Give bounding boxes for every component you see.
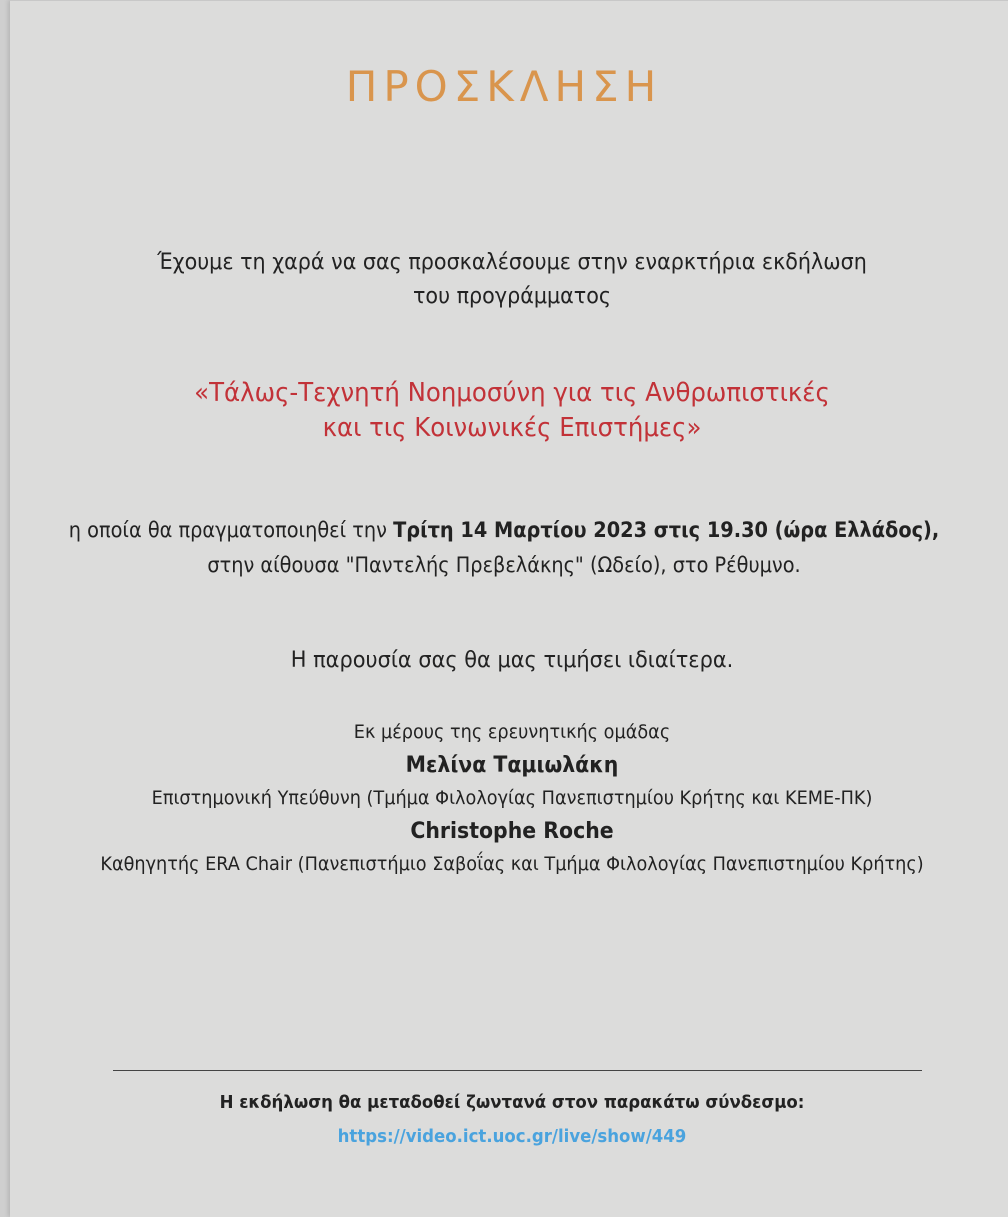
- event-date-prefix: η οποία θα πραγματοποιηθεί την: [68, 518, 394, 542]
- program-title-line-1: «Τάλως-Τεχνητή Νοημοσύνη για τις Ανθρωπιστικές: [194, 378, 830, 408]
- event-datetime: Τρίτη 14 Μαρτίου 2023 στις 19.30 (ώρα Ελλάδος),: [393, 518, 940, 542]
- livestream-note: Η εκδήλωση θα μεταδοθεί ζωντανά στον παρακάτω σύνδεσμο:: [219, 1092, 805, 1113]
- livestream-section: [48, 1086, 975, 1154]
- signer-role-1: Επιστημονική Υπεύθυνη (Τμήμα Φιλολογίας Πανεπιστημίου Κρήτης και ΚΕΜΕ-ΠΚ): [151, 787, 873, 809]
- on-behalf-text: Εκ μέρους της ερευνητικής ομάδας: [353, 721, 671, 743]
- event-venue: στην αίθουσα "Παντελής Πρεβελάκης" (Ωδείο), στο Ρέθυμνο.: [207, 553, 801, 577]
- intro-text: [38, 246, 986, 314]
- signer-name-1: Μελίνα Ταμιωλάκη: [405, 753, 619, 778]
- invitation-page: [10, 0, 1008, 1217]
- event-details: [40, 513, 967, 583]
- program-title-line-2: και τις Κοινωνικές Επιστήμες»: [322, 413, 702, 443]
- livestream-link[interactable]: https://video.ict.uoc.gr/live/show/449: [337, 1126, 687, 1147]
- signer-role-2: Καθηγητής ERA Chair (Πανεπιστήμιο Σαβοΐας και Τμήμα Φιλολογίας Πανεπιστημίου Κρήτης): [100, 853, 924, 875]
- intro-line-2: του προγράμματος: [412, 284, 612, 309]
- signature-block: [43, 716, 980, 881]
- signer-name-2: Christophe Roche: [410, 819, 614, 844]
- event-date-line: [40, 513, 967, 548]
- honor-text: Η παρουσία σας θα μας τιμήσει ιδιαίτερα.: [290, 648, 734, 673]
- divider: [113, 1070, 922, 1071]
- intro-line-1: Έχουμε τη χαρά να σας προσκαλέσουμε στην εναρκτήρια εκδήλωση: [157, 250, 867, 275]
- program-title: [38, 376, 986, 446]
- livestream-link-row: [48, 1120, 975, 1154]
- page-title: ΠΡΟΣΚΛΗΣΗ: [345, 62, 663, 111]
